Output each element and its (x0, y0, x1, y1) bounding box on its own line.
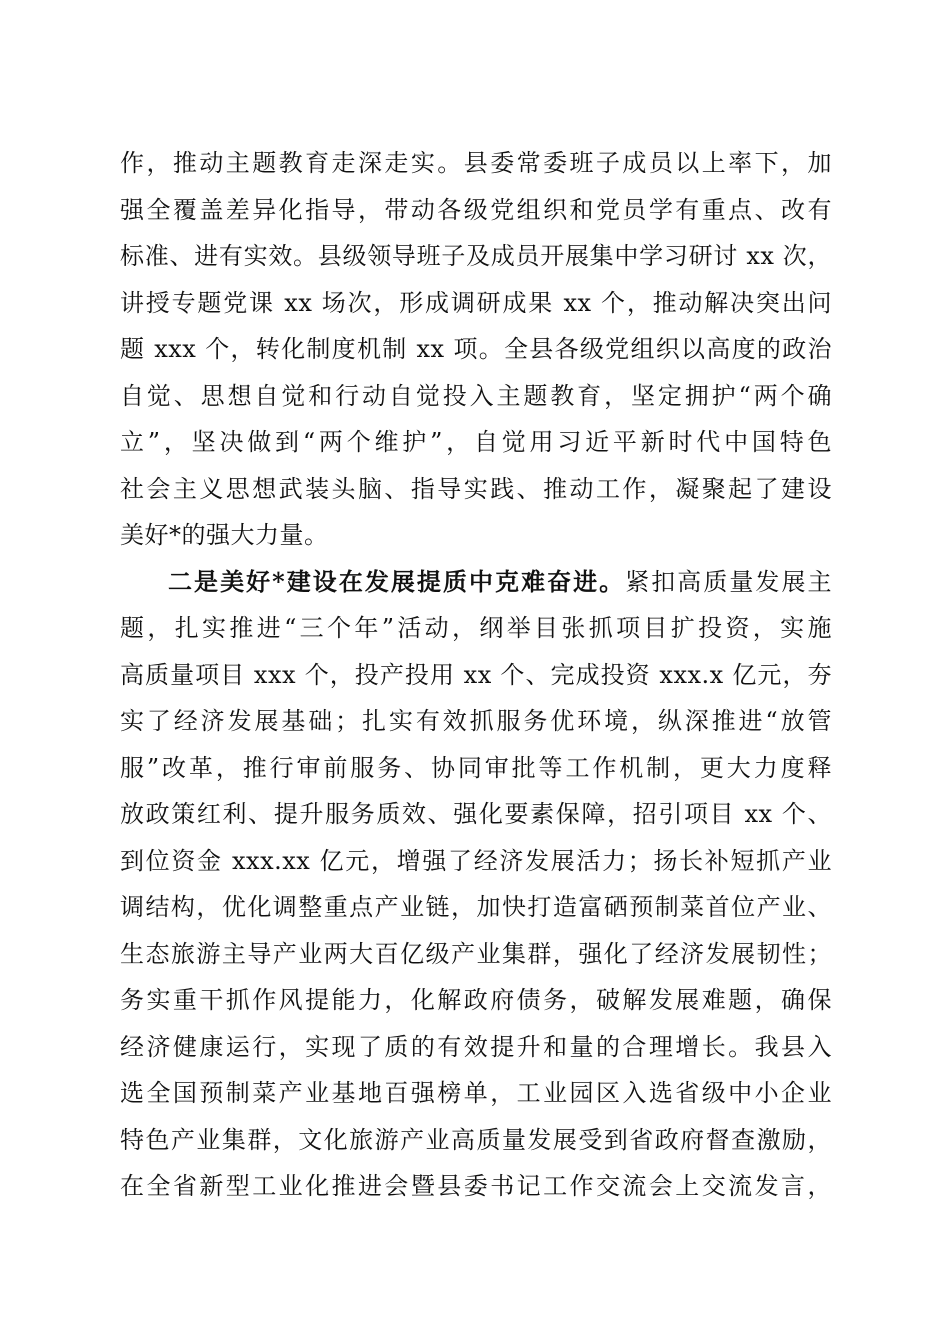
text-line: 讲授专题党课 xx 场次，形成调研成果 xx 个，推动解决突出问 (120, 288, 832, 317)
paragraph-2-first-line (120, 559, 832, 606)
text-line: 选全国预制菜产业基地百强榜单，工业园区入选省级中小企业 (120, 1079, 832, 1107)
paragraph-heading: 二是美好*建设在发展提质中克难奋进。 (168, 566, 626, 596)
paragraph-2 (120, 559, 832, 1210)
text-line: 标准、进有实效。县级领导班子及成员开展集中学习研讨 xx 次， (120, 242, 832, 270)
text-line: 务实重干抓作风提能力，化解政府债务，破解发展难题，确保 (120, 986, 832, 1014)
text-line: 到位资金 xxx.xx 亿元，增强了经济发展活力；扬长补短抓产业 (120, 846, 832, 875)
text-line: 社会主义思想武装头脑、指导实践、推动工作，凝聚起了建设 (120, 474, 832, 503)
paragraph-1 (120, 140, 832, 559)
text-line: 特色产业集群，文化旅游产业高质量发展受到省政府督查激励， (120, 1125, 832, 1154)
text-line: 题，扎实推进“三个年”活动，纲举目张抓项目扩投资，实施 (120, 614, 832, 642)
text-line: 题 xxx 个，转化制度机制 xx 项。全县各级党组织以高度的政治 (120, 335, 832, 363)
text-line: 实了经济发展基础；扎实有效抓服务优环境，纵深推进“放管 (120, 707, 832, 735)
text-line: 立”，坚决做到“两个维护”，自觉用习近平新时代中国特色 (120, 428, 832, 456)
text-line: 调结构，优化调整重点产业链，加快打造富硒预制菜首位产业、 (120, 893, 832, 921)
text-line: 高质量项目 xxx 个，投产投用 xx 个、完成投资 xxx.x 亿元，夯 (120, 660, 832, 689)
text-line: 在全省新型工业化推进会暨县委书记工作交流会上交流发言， (120, 1172, 832, 1200)
text-line: 美好*的强大力量。 (120, 521, 329, 549)
text-line: 强全覆盖差异化指导，带动各级党组织和党员学有重点、改有 (120, 195, 832, 224)
text-line: 作，推动主题教育走深走实。县委常委班子成员以上率下，加 (120, 149, 832, 177)
text-line: 经济健康运行，实现了质的有效提升和量的合理增长。我县入 (120, 1032, 832, 1061)
text-line: 生态旅游主导产业两大百亿级产业集群，强化了经济发展韧性； (120, 939, 832, 968)
text-line: 放政策红利、提升服务质效、强化要素保障，招引项目 xx 个、 (120, 800, 832, 828)
document-body (120, 140, 832, 1210)
text-line: 自觉、思想自觉和行动自觉投入主题教育，坚定拥护“两个确 (120, 381, 832, 410)
paragraph-lead-text: 紧扣高质量发展主 (625, 567, 832, 596)
text-line: 服”改革，推行审前服务、协同审批等工作机制，更大力度释 (120, 753, 832, 782)
